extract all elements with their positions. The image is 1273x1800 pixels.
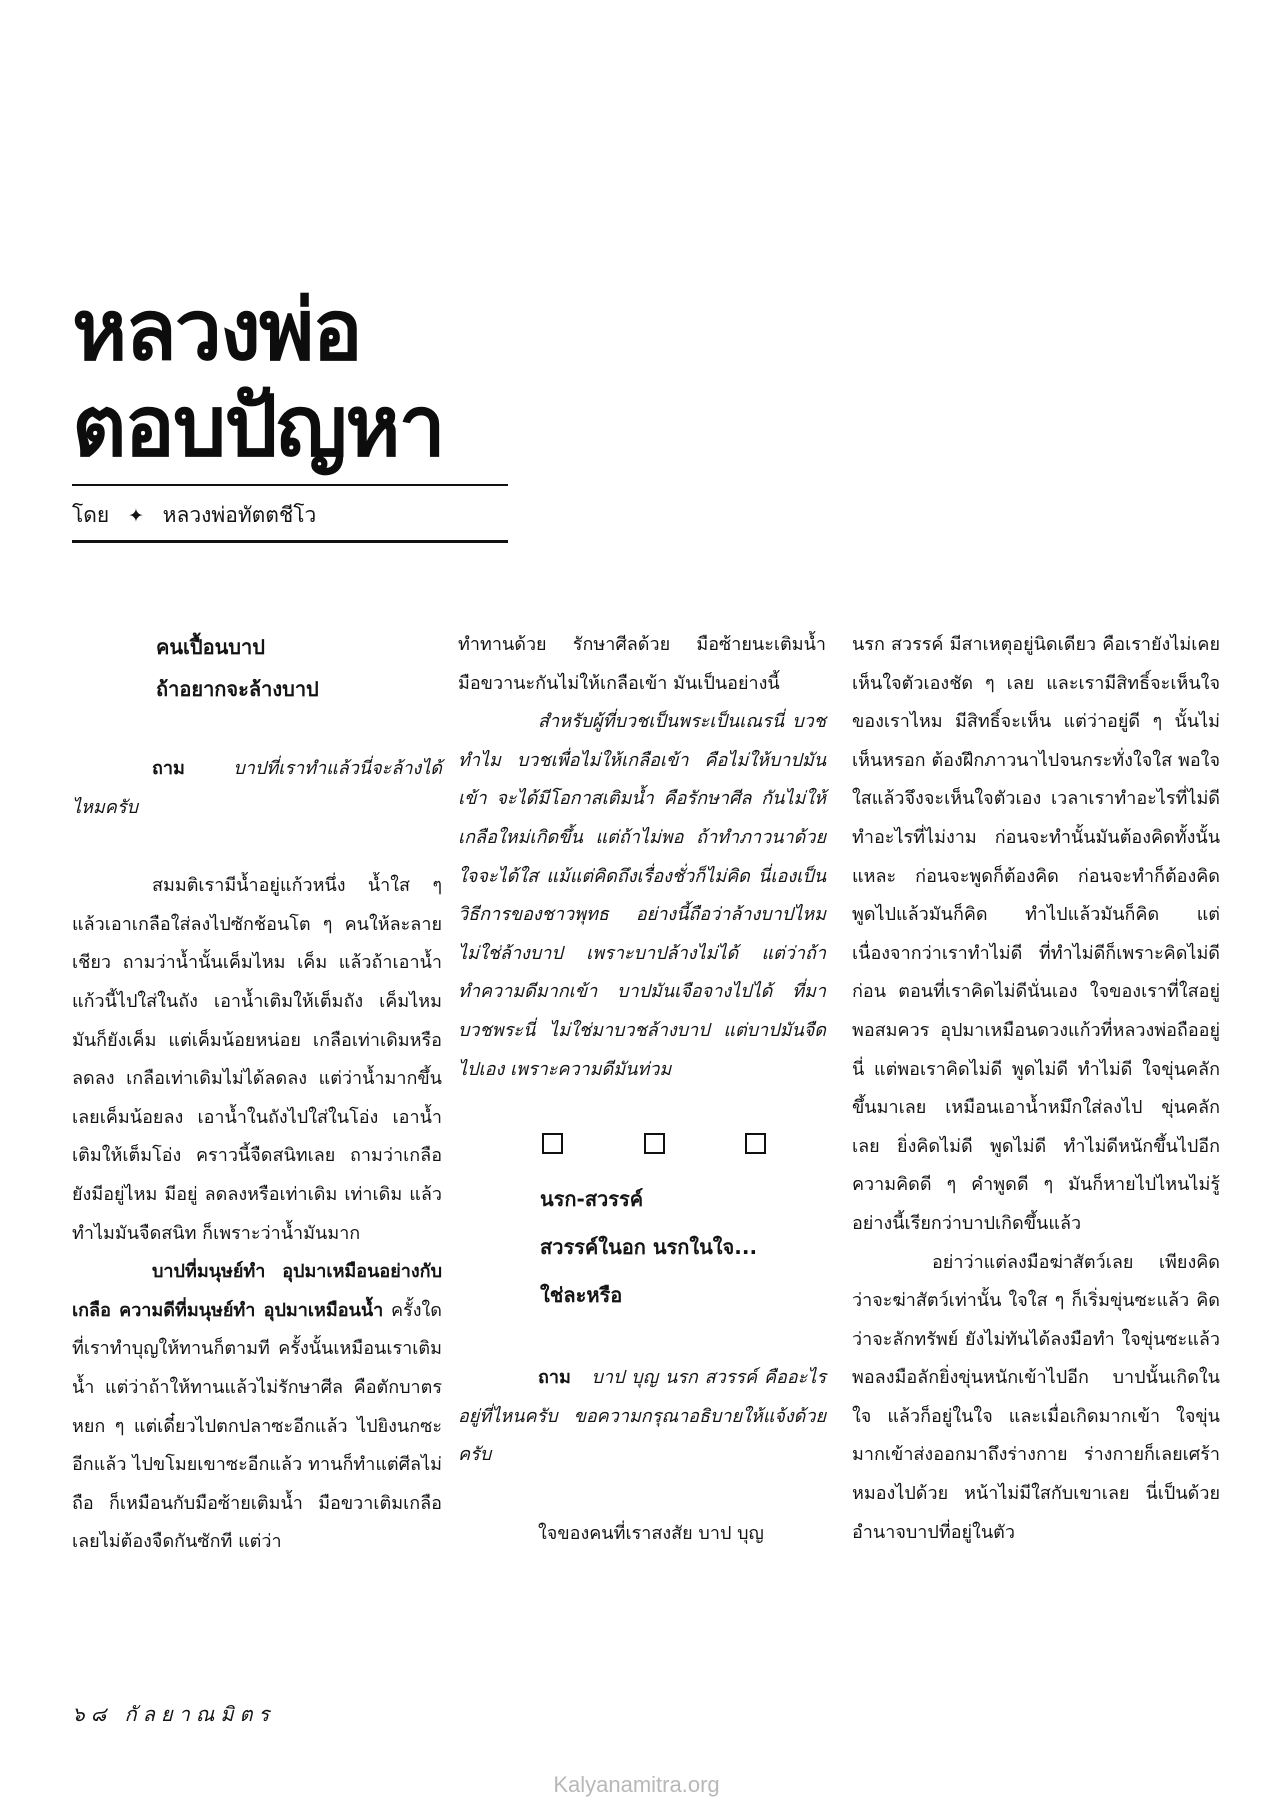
section2-heading-line-1: นรก-สวรรค์	[540, 1187, 644, 1212]
section1-answer-p1: สมมติเรามีน้ำอยู่แก้วหนึ่ง น้ำใส ๆ แล้วเอาเกลือใส่ลงไปซักช้อนโต ๆ คนให้ละลายเชียว ถามว่าน้ำนั้นเค็มไหม เค็ม แล้วถ้าเอาน้ำแก้วนี้ไปใส่ในถัง เอาน้ำเติมให้เต็มถัง เค็มไหม มันก็ยังเค็ม แต่เค็มน้อยหน่อย เกลือเท่าเดิมหรือลดลง เกลือเท่าเดิมไม่ได้ลดลง แต่ว่าน้ำมากขึ้น เลยเค็มน้อยลง เอาน้ำในถังไปใส่ในโอ่ง เอาน้ำเติมให้เต็มโอ่ง คราวนี้จืดสนิทเลย ถามว่าเกลือยังมีอยู่ไหม มีอยู่ ลดลงหรือเท่าเดิม เท่าเดิม แล้วทำไมมันจืดสนิท ก็เพราะว่าน้ำมันมาก	[72, 875, 442, 1244]
byline	[72, 500, 316, 531]
title-line-2: ตอบปัญหา	[72, 376, 444, 475]
column-1	[72, 626, 442, 1562]
section1-answer-p2	[72, 1253, 442, 1562]
square-icon	[644, 1133, 665, 1154]
question-text: บาปที่เราทำแล้วนี่จะล้างได้ไหมครับ	[72, 758, 442, 818]
page-title	[72, 282, 532, 474]
section-divider	[458, 1111, 826, 1175]
title-rule-bottom	[72, 540, 508, 543]
watermark: Kalyanamitra.org	[553, 1772, 720, 1797]
page-footer: ๖๘ กัลยาณมิตร	[72, 1702, 276, 1726]
section1-heading-line-2: ถ้าอยากจะล้างบาป	[156, 677, 319, 701]
square-icon	[745, 1133, 766, 1154]
question-label: ถาม	[152, 758, 185, 779]
section1-question	[72, 750, 442, 827]
column-2	[458, 626, 826, 1554]
byline-prefix: โดย	[72, 503, 110, 527]
title-line-1: หลวงพ่อ	[72, 280, 361, 379]
col2-italic-para: สำหรับผู้ที่บวชเป็นพระเป็นเณรนี่ บวชทำไม บวชเพื่อไม่ให้เกลือเข้า คือไม่ให้บาปมันเข้า จะได้มีโอกาสเติมน้ำ คือรักษาศีล กันไม่ให้เกลือใหม่เกิดขึ้น แต่ถ้าไม่พอ ถ้าทำภาวนาด้วย ใจจะได้ใส แม้แต่คิดถึงเรื่องชั่วก็ไม่คิด นี่เองเป็นวิธีการของชาวพุทธ อย่างนี้ถือว่าล้างบาปไหม ไม่ใช่ล้างบาป เพราะบาปล้างไม่ได้ แต่ว่าถ้าทำความดีมากเข้า บาปมันเจือจางไปได้ ที่มาบวชพระนี่ ไม่ใช่มาบวชล้างบาป แต่บาปมันจืดไปเอง เพราะความดีมันท่วม	[458, 711, 826, 1080]
section2-heading-line-3: ใช่ละหรือ	[540, 1283, 623, 1308]
byline-author: หลวงพ่อทัตตชีโว	[162, 503, 317, 527]
diamond-icon: ✦	[127, 505, 144, 527]
section2-answer-start: ใจของคนที่เราสงสัย บาป บุญ	[538, 1522, 764, 1544]
section2-heading-line-2: สวรรค์ในอก นรกในใจ...	[540, 1235, 758, 1260]
col3-p1: นรก สวรรค์ มีสาเหตุอยู่นิดเดียว คือเรายังไม่เคยเห็นใจตัวเองชัด ๆ เลย และเรามีสิทธิ์จะเห็นใจของเราไหม มีสิทธิ์จะเห็น แต่ว่าอยู่ดี ๆ นั้นไม่เห็นหรอก ต้องฝึกภาวนาไปจนกระทั่งใจใส พอใจใสแล้วจึงจะเห็นใจตัวเอง เวลาเราทำอะไรที่ไม่ดี ทำอะไรที่ไม่งาม ก่อนจะทำนั้นมันต้องคิดทั้งนั้นแหละ ก่อนจะพูดก็ต้องคิด ก่อนจะทำก็ต้องคิด พูดไปแล้วมันก็คิด ทำไปแล้วมันก็คิด แต่เนื่องจากว่าเราทำไม่ดี ที่ทำไม่ดีก็เพราะคิดไม่ดีก่อน ตอนที่เราคิดไม่ดีนั่นเอง ใจของเราที่ใสอยู่พอสมควร อุปมาเหมือนดวงแก้วที่หลวงพ่อถืออยู่นี่ แต่พอเราคิดไม่ดี พูดไม่ดี ทำไม่ดี ใจขุ่นคลักขึ้นมาเลย เหมือนเอาน้ำหมึกใส่ลงไป ขุ่นคลักเลย ยิ่งคิดไม่ดี พูดไม่ดี ทำไม่ดีหนักขึ้นไปอีก ความคิดดี ๆ คำพูดดี ๆ มันก็หายไปไหนไม่รู้ อย่างนี้เรียกว่าบาปเกิดขึ้นแล้ว	[852, 634, 1220, 1234]
question-text: บาป บุญ นรก สวรรค์ คืออะไร อยู่ที่ไหนครับ ขอความกรุณาอธิบายให้แจ้งด้วยครับ	[458, 1367, 826, 1466]
answer-rest: ครั้งใดที่เราทำบุญให้ทานก็ตามที ครั้งนั้นเหมือนเราเติมน้ำ แต่ว่าถ้าให้ทานแล้วไม่รักษาศีล คือตักบาตรหยก ๆ แต่เดี๋ยวไปตกปลาซะอีกแล้ว ไปยิงนกซะอีกแล้ว ไปขโมยเขาซะอีกแล้ว ทานก็ทำแต่ศีลไม่ถือ ก็เหมือนกับมือซ้ายเติมน้ำ มือขวาเติมเกลือ เลยไม่ต้องจืดกันซักที แต่ว่า	[72, 1299, 443, 1553]
question-label: ถาม	[538, 1367, 571, 1389]
col2-continuation: ทำทานด้วย รักษาศีลด้วย มือซ้ายนะเติมน้ำ มือขวานะกันไม่ให้เกลือเข้า มันเป็นอย่างนี้	[458, 634, 826, 694]
answer-bold-run: บาปที่มนุษย์ทำ อุปมาเหมือนอย่างกับเกลือ ความดีที่มนุษย์ทำ อุปมาเหมือนน้ำ	[72, 1261, 442, 1321]
square-icon	[542, 1133, 563, 1154]
section2-question	[458, 1359, 826, 1475]
column-3	[852, 626, 1220, 1552]
title-rule-top	[72, 484, 508, 486]
col3-p2: อย่าว่าแต่ลงมือฆ่าสัตว์เลย เพียงคิดว่าจะฆ่าสัตว์เท่านั้น ใจใส ๆ ก็เริ่มขุ่นซะแล้ว คิดว่าจะลักทรัพย์ ยังไม่ทันได้ลงมือทำ ใจขุ่นซะแล้ว พอลงมือลักยิ่งขุ่นหนักเข้าไปอีก บาปนั้นเกิดในใจ แล้วก็อยู่ในใจ และเมื่อเกิดมากเข้า ใจขุ่นมากเข้าส่งออกมาถึงร่างกาย ร่างกายก็เลยเศร้าหมองไปด้วย หน้าไม่มีใสกับเขาเลย นี่เป็นด้วยอำนาจบาปที่อยู่ในตัว	[852, 1251, 1220, 1543]
section1-heading-line-1: คนเปื้อนบาป	[156, 635, 265, 659]
